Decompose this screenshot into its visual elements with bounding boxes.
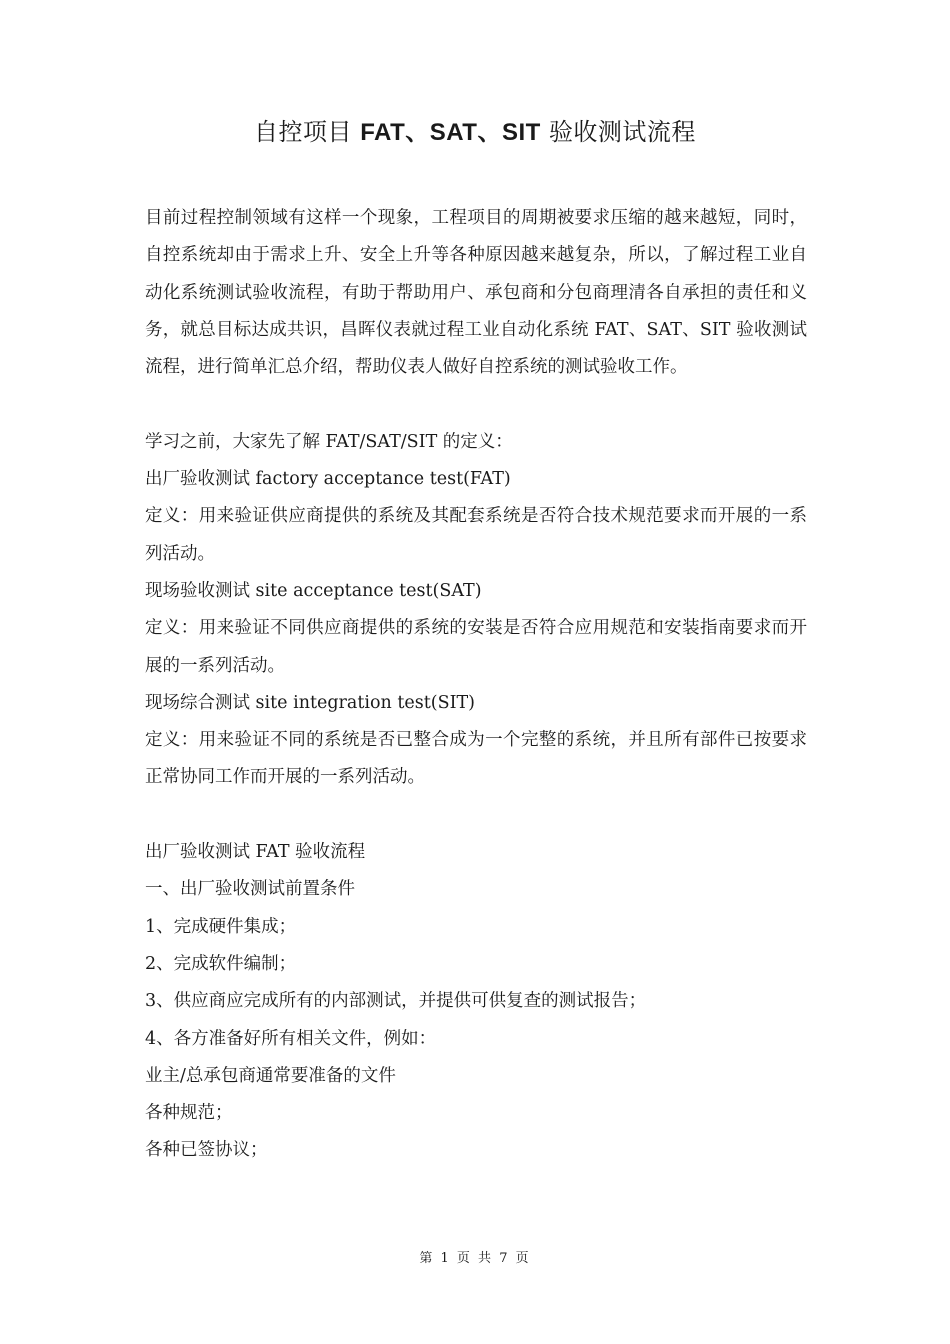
preconditions-heading: 一、出厂验收测试前置条件	[145, 879, 355, 900]
sat-heading: 现场验收测试 site acceptance test(SAT)	[145, 580, 482, 601]
fat-heading: 出厂验收测试 factory acceptance test(FAT)	[145, 469, 511, 490]
page-number-footer: 第 1 页 共 7 页	[419, 1251, 531, 1266]
spacer	[145, 797, 807, 834]
owner-docs-heading: 业主/总承包商通常要准备的文件	[145, 1065, 396, 1086]
precondition-item: 3、供应商应完成所有的内部测试，并提供可供复查的测试报告；	[145, 991, 647, 1012]
intro-paragraph: 目前过程控制领域有这样一个现象，工程项目的周期被要求压缩的越来越短，同时，自控系统却由于需求上升、安全上升等各种原因越来越复杂，所以，了解过程工业自动化系统测试验收流程，有助于帮助用户、承包商和分包商理清各自承担的责任和义务，就总目标达成共识，昌晖仪表就过程工业自动化系统 FAT、SAT、SIT 验收测试流程，进行简单汇总介绍，帮助仪表人做好自控系统的测试验收工作。	[145, 208, 807, 378]
document-body	[145, 200, 807, 1170]
sit-heading: 现场综合测试 site integration test(SIT)	[145, 692, 475, 713]
sit-definition: 定义：用来验证不同的系统是否已整合成为一个完整的系统，并且所有部件已按要求正常协同工作而开展的一系列活动。	[145, 730, 807, 788]
owner-doc-item: 各种已签协议；	[145, 1140, 268, 1161]
precondition-item: 4、各方准备好所有相关文件，例如：	[145, 1028, 437, 1049]
title-latin: FAT、SAT、SIT	[360, 119, 541, 146]
title-prefix: 自控项目	[254, 118, 353, 146]
definitions-intro: 学习之前，大家先了解 FAT/SAT/SIT 的定义：	[145, 431, 513, 452]
fat-process-heading: 出厂验收测试 FAT 验收流程	[145, 842, 366, 863]
sat-definition: 定义：用来验证不同供应商提供的系统的安装是否符合应用规范和安装指南要求而开展的一系列活动。	[145, 618, 807, 676]
spacer	[145, 386, 807, 423]
precondition-item: 2、完成软件编制；	[145, 953, 297, 974]
precondition-item: 1、完成硬件集成；	[145, 916, 297, 937]
document-title	[0, 114, 950, 151]
fat-definition: 定义：用来验证供应商提供的系统及其配套系统是否符合技术规范要求而开展的一系列活动。	[145, 506, 807, 564]
owner-doc-item: 各种规范；	[145, 1103, 233, 1124]
title-suffix: 验收测试流程	[548, 118, 696, 146]
